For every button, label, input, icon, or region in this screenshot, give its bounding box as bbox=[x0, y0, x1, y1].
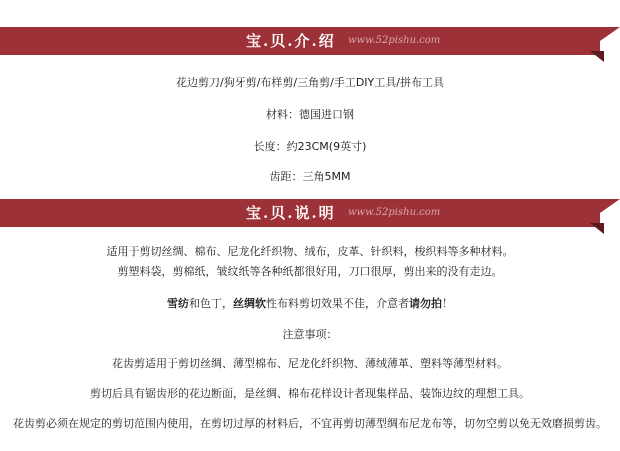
intro-banner-curl bbox=[600, 27, 620, 41]
warning-satin: 和色丁， bbox=[189, 297, 233, 310]
description-banner-title: 宝.贝.说.明 bbox=[246, 204, 336, 222]
intro-banner bbox=[0, 27, 620, 55]
note-3: 花齿剪必须在规定的剪切范围内使用，在剪切过厚的材料后，不宜再剪切薄型绸布尼龙布等，切勿空剪以免无效磨损剪齿。 bbox=[13, 417, 607, 430]
warning-text: 性布料剪切效果不佳，介意者 bbox=[266, 297, 409, 310]
length-line: 长度：约23CM(9英寸) bbox=[253, 140, 367, 153]
pitch-line: 齿距：三角5MM bbox=[269, 170, 351, 183]
warning-end: ！ bbox=[442, 297, 453, 310]
warning-line bbox=[0, 294, 620, 314]
product-tags: 花边剪刀/狗牙剪/布样剪/三角剪/手工DIY工具/拼布工具 bbox=[176, 76, 444, 89]
description-banner-fold bbox=[590, 223, 604, 234]
warning-chiffon: 雪纺 bbox=[167, 297, 189, 310]
usage-line-1: 适用于剪切丝绸、棉布、尼龙化纤织物、绒布，皮革、针织料，梭织料等多种材料。 bbox=[106, 245, 514, 258]
warning-no-buy: 请勿拍 bbox=[409, 297, 442, 310]
usage-paragraph bbox=[0, 242, 620, 282]
note-2: 剪切后具有锯齿形的花边断面，是丝绸、棉布花样设计者现集样品、装饰边纹的理想工具。 bbox=[90, 387, 530, 400]
warning-silk: 丝绸软 bbox=[233, 297, 266, 310]
intro-banner-watermark: www.52pishu.com bbox=[348, 35, 441, 46]
note-1: 花齿剪适用于剪切丝绸、薄型棉布、尼龙化纤织物、薄绒薄革、塑料等薄型材料。 bbox=[112, 357, 508, 370]
usage-line-2: 剪塑料袋，剪棉纸，皱纹纸等各种纸都很好用，刀口很厚，剪出来的没有走边。 bbox=[117, 265, 503, 278]
material-line: 材料：德国进口钢 bbox=[266, 108, 354, 121]
intro-banner-title: 宝.贝.介.绍 bbox=[246, 32, 336, 50]
description-banner bbox=[0, 199, 620, 227]
notes-title: 注意事项： bbox=[282, 328, 338, 341]
intro-banner-fold bbox=[590, 51, 604, 62]
description-banner-watermark: www.52pishu.com bbox=[348, 207, 441, 218]
description-banner-curl bbox=[600, 199, 620, 213]
